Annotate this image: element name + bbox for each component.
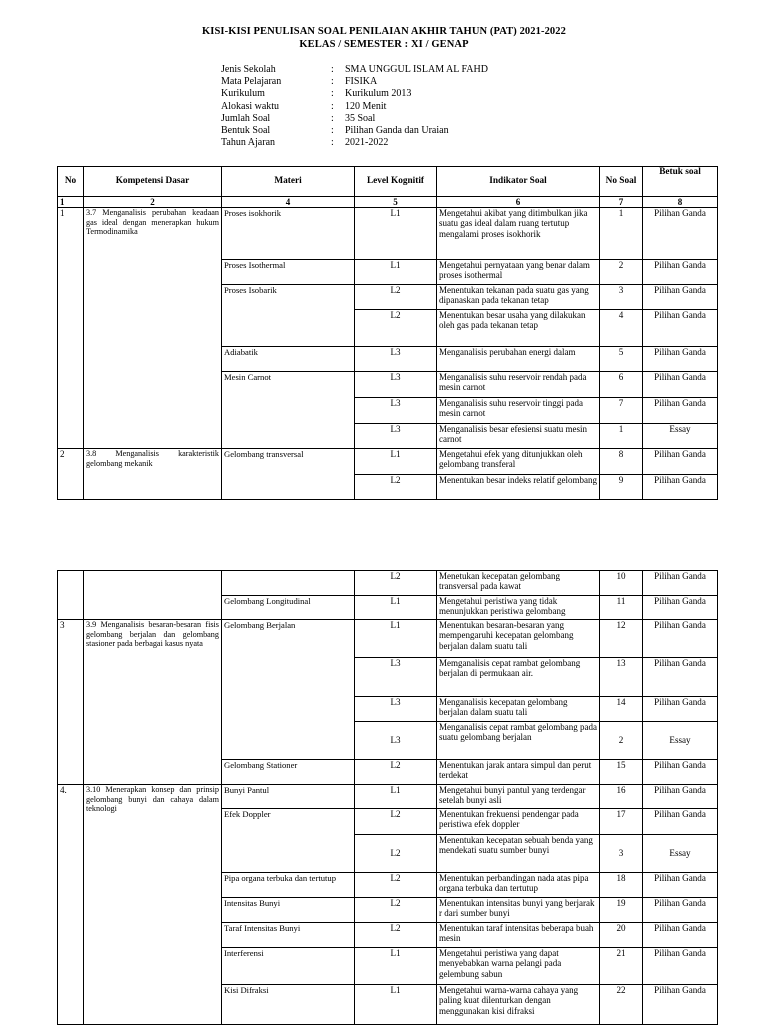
info-value: FISIKA: [345, 76, 378, 88]
no-soal-cell: 5: [600, 347, 643, 372]
level-cell: L2: [355, 310, 437, 347]
info-row: [221, 125, 488, 137]
materi-cell: Proses Isothermal: [222, 260, 355, 285]
no-soal-cell: 9: [600, 475, 643, 500]
level-cell: L2: [355, 475, 437, 500]
no-soal-cell: 15: [600, 760, 643, 785]
level-cell: L2: [355, 760, 437, 785]
indikator-cell: Menentukan perbandingan nada atas pipa organa terbuka dan tertutup: [437, 873, 600, 898]
no-soal-cell: 3: [600, 285, 643, 310]
info-label: Tahun Ajaran: [221, 137, 276, 149]
no-soal-cell: 13: [600, 658, 643, 697]
no-soal-cell: 22: [600, 985, 643, 1025]
indikator-cell: Mengetahui peristiwa yang dapat menyebabkan warna pelangi pada gelembung sabun: [437, 948, 600, 985]
info-label: Bentuk Soal: [221, 124, 271, 136]
materi-cell: Taraf Intensitas Bunyi: [222, 923, 355, 948]
info-value: 35 Soal: [345, 112, 376, 124]
materi-cell: Intensitas Bunyi: [222, 898, 355, 923]
bentuk-soal-cell: Pilihan Ganda: [643, 898, 718, 923]
no-soal-cell: 16: [600, 785, 643, 809]
level-cell: L2: [355, 898, 437, 923]
info-value: 2021-2022: [345, 137, 389, 149]
no-soal-cell: 4: [600, 310, 643, 347]
info-row: [221, 64, 488, 76]
level-cell: L3: [355, 398, 437, 424]
kd-text: [84, 571, 222, 620]
bentuk-soal-cell: Pilihan Ganda: [643, 208, 718, 260]
materi-cell: Pipa organa terbuka dan tertutup: [222, 873, 355, 898]
no-soal-cell: 2: [600, 722, 643, 760]
header-kompetensi-dasar: Kompetensi Dasar: [84, 167, 222, 197]
info-row: [221, 113, 488, 125]
kisi-kisi-table-page-2: [57, 570, 718, 1025]
indikator-cell: Menganalisis kecepatan gelombang berjalan dalam suatu tali: [437, 697, 600, 722]
bentuk-soal-cell: Pilihan Ganda: [643, 310, 718, 347]
bentuk-soal-cell: Pilihan Ganda: [643, 347, 718, 372]
kd-number: 3: [58, 620, 84, 785]
level-cell: L3: [355, 658, 437, 697]
table-row: [58, 208, 718, 260]
info-value: SMA UNGGUL ISLAM AL FAHD: [345, 64, 488, 75]
indikator-cell: Menentukan kecepatan sebuah benda yang mendekati suatu sumber bunyi: [437, 835, 600, 873]
kd-number: [58, 571, 84, 620]
info-value: 120 Menit: [345, 100, 387, 112]
info-value: Pilihan Ganda dan Uraian: [345, 124, 449, 136]
materi-cell: Proses isokhorik: [222, 208, 355, 260]
no-soal-cell: 1: [600, 424, 643, 449]
level-cell: L2: [355, 285, 437, 310]
no-soal-cell: 17: [600, 809, 643, 835]
no-soal-cell: 18: [600, 873, 643, 898]
info-label: Kurikulum: [221, 88, 265, 100]
column-number-row: [58, 197, 718, 208]
indikator-cell: Menetukan kecepatan gelombang transversal pada kawat: [437, 571, 600, 596]
bentuk-soal-cell: Pilihan Ganda: [643, 760, 718, 785]
no-soal-cell: 14: [600, 697, 643, 722]
info-sep: :: [331, 124, 334, 136]
level-cell: L2: [355, 835, 437, 873]
level-cell: L3: [355, 424, 437, 449]
indikator-cell: Mengetahui pernyataan yang benar dalam proses isothermal: [437, 260, 600, 285]
kd-text: 3.10 Menerapkan konsep dan prinsip gelombang bunyi dan cahaya dalam teknologi: [84, 785, 222, 1025]
header-bentuk-soal: Betuk soal: [643, 167, 718, 197]
indikator-cell: Menganalisis suhu reservoir rendah pada mesin carnot: [437, 372, 600, 398]
level-cell: L3: [355, 722, 437, 760]
indikator-cell: Menentukan tekanan pada suatu gas yang dipanaskan pada tekanan tetap: [437, 285, 600, 310]
indikator-cell: Menentukan besaran-besaran yang mempengaruhi kecepatan gelombang berjalan dalam suatu tali: [437, 620, 600, 658]
no-soal-cell: 2: [600, 260, 643, 285]
info-row: [221, 101, 488, 113]
indikator-cell: Menentukan jarak antara simpul dan perut terdekat: [437, 760, 600, 785]
info-sep: :: [331, 64, 334, 75]
info-row: [221, 137, 488, 149]
bentuk-soal-cell: Essay: [643, 722, 718, 760]
info-sep: :: [331, 100, 334, 112]
bentuk-soal-cell: Pilihan Ganda: [643, 785, 718, 809]
info-sep: :: [331, 137, 334, 149]
materi-cell: Interferensi: [222, 948, 355, 985]
kd-number: 1: [58, 208, 84, 449]
bentuk-soal-cell: Pilihan Ganda: [643, 475, 718, 500]
no-soal-cell: 1: [600, 208, 643, 260]
document-subtitle: KELAS / SEMESTER : XI / GENAP: [299, 39, 469, 50]
table-header-row: [58, 167, 718, 197]
level-cell: L1: [355, 985, 437, 1025]
indikator-cell: Menganalisis besar efesiensi suatu mesin carnot: [437, 424, 600, 449]
indikator-cell: Menentukan taraf intensitas beberapa buah mesin: [437, 923, 600, 948]
bentuk-soal-cell: Pilihan Ganda: [643, 596, 718, 620]
indikator-cell: Menentukan intensitas bunyi yang berjarak r dari sumber bunyi: [437, 898, 600, 923]
col-num: 7: [600, 197, 643, 208]
kd-text: 3.9 Menganalisis besaran-besaran fisis gelombang berjalan dan gelombang stasioner pada berbagai kasus nyata: [84, 620, 222, 785]
info-label: Jenis Sekolah: [221, 64, 276, 75]
bentuk-soal-cell: Pilihan Ganda: [643, 449, 718, 475]
table-row: [58, 620, 718, 658]
kd-text: 3.7 Menganalisis perubahan keadaan gas ideal dengan menerapkan hukum Termodinamika: [84, 208, 222, 449]
info-label: Jumlah Soal: [221, 112, 271, 124]
col-num: 6: [437, 197, 600, 208]
info-sep: :: [331, 112, 334, 124]
no-soal-cell: 11: [600, 596, 643, 620]
info-block: [221, 64, 488, 149]
bentuk-soal-cell: Pilihan Ganda: [643, 285, 718, 310]
materi-cell: Efek Doppler: [222, 809, 355, 873]
bentuk-soal-cell: Essay: [643, 424, 718, 449]
no-soal-cell: 19: [600, 898, 643, 923]
level-cell: L1: [355, 260, 437, 285]
info-row: [221, 76, 488, 88]
indikator-cell: Memganalisis cepat rambat gelombang berjalan di permukaan air.: [437, 658, 600, 697]
level-cell: L1: [355, 208, 437, 260]
no-soal-cell: 6: [600, 372, 643, 398]
indikator-cell: Menentukan besar usaha yang dilakukan oleh gas pada tekanan tetap: [437, 310, 600, 347]
materi-cell: Gelombang transversal: [222, 449, 355, 500]
level-cell: L1: [355, 785, 437, 809]
bentuk-soal-cell: Pilihan Ganda: [643, 372, 718, 398]
level-cell: L2: [355, 923, 437, 948]
kisi-kisi-table-page-1: [57, 166, 718, 500]
indikator-cell: Mengetahui bunyi pantul yang terdengar setelah bunyi asli: [437, 785, 600, 809]
no-soal-cell: 3: [600, 835, 643, 873]
no-soal-cell: 10: [600, 571, 643, 596]
kd-number: 4.: [58, 785, 84, 1025]
bentuk-soal-cell: Pilihan Ganda: [643, 809, 718, 835]
bentuk-soal-cell: Pilihan Ganda: [643, 873, 718, 898]
col-num: 8: [643, 197, 718, 208]
level-cell: L2: [355, 809, 437, 835]
indikator-cell: Mengetahui peristiwa yang tidak menunjukkan peristiwa gelombang: [437, 596, 600, 620]
indikator-cell: Menentukan besar indeks relatif gelombang: [437, 475, 600, 500]
materi-cell: Gelombang Longitudinal: [222, 596, 355, 620]
header-no-soal: No Soal: [600, 167, 643, 197]
no-soal-cell: 21: [600, 948, 643, 985]
materi-cell: Kisi Difraksi: [222, 985, 355, 1025]
bentuk-soal-cell: Pilihan Ganda: [643, 923, 718, 948]
info-value: Kurikulum 2013: [345, 88, 412, 100]
info-row: [221, 88, 488, 100]
col-num: 2: [84, 197, 222, 208]
header-level-kognitif: Level Kognitif: [355, 167, 437, 197]
materi-cell: Gelombang Berjalan: [222, 620, 355, 760]
indikator-cell: Mengetahui efek yang ditunjukkan oleh gelombang transferal: [437, 449, 600, 475]
no-soal-cell: 8: [600, 449, 643, 475]
bentuk-soal-cell: Pilihan Ganda: [643, 948, 718, 985]
materi-cell: Bunyi Pantul: [222, 785, 355, 809]
info-label: Mata Pelajaran: [221, 76, 282, 88]
no-soal-cell: 20: [600, 923, 643, 948]
level-cell: L3: [355, 372, 437, 398]
bentuk-soal-cell: Pilihan Ganda: [643, 697, 718, 722]
indikator-cell: Menentukan frekuensi pendengar pada peristiwa efek doppler: [437, 809, 600, 835]
materi-cell: Proses Isobarik: [222, 285, 355, 347]
header-materi: Materi: [222, 167, 355, 197]
materi-cell: [222, 571, 355, 596]
header-no: No: [58, 167, 84, 197]
bentuk-soal-cell: Pilihan Ganda: [643, 620, 718, 658]
kd-text: 3.8 Menganalisis karakteristik gelombang mekanik: [84, 449, 222, 500]
indikator-cell: Mengetahui akibat yang ditimbulkan jika suatu gas ideal dalam ruang tertutup mengalami proses isokhorik: [437, 208, 600, 260]
level-cell: L3: [355, 347, 437, 372]
indikator-cell: Menganalisis suhu reservoir tinggi pada mesin carnot: [437, 398, 600, 424]
level-cell: L3: [355, 697, 437, 722]
level-cell: L1: [355, 596, 437, 620]
indikator-cell: Menganalisis cepat rambat gelombang pada suatu gelombang berjalan: [437, 722, 600, 760]
level-cell: L2: [355, 873, 437, 898]
indikator-cell: Menganalisis perubahan energi dalam: [437, 347, 600, 372]
indikator-cell: Mengetahui warna-warna cahaya yang paling kuat dilenturkan dengan menggunakan kisi difraksi: [437, 985, 600, 1025]
col-num: 4: [222, 197, 355, 208]
level-cell: L1: [355, 449, 437, 475]
bentuk-soal-cell: Pilihan Ganda: [643, 658, 718, 697]
materi-cell: Gelombang Stationer: [222, 760, 355, 785]
col-num: 1: [58, 197, 84, 208]
table-row: [58, 785, 718, 809]
materi-cell: Adiabatik: [222, 347, 355, 372]
level-cell: L2: [355, 571, 437, 596]
kd-number: 2: [58, 449, 84, 500]
header-indikator-soal: Indikator Soal: [437, 167, 600, 197]
bentuk-soal-cell: Pilihan Ganda: [643, 571, 718, 596]
table-row: [58, 571, 718, 596]
bentuk-soal-cell: Pilihan Ganda: [643, 985, 718, 1025]
table-row: [58, 449, 718, 475]
bentuk-soal-cell: Pilihan Ganda: [643, 398, 718, 424]
level-cell: L1: [355, 948, 437, 985]
no-soal-cell: 12: [600, 620, 643, 658]
no-soal-cell: 7: [600, 398, 643, 424]
materi-cell: Mesin Carnot: [222, 372, 355, 449]
level-cell: L1: [355, 620, 437, 658]
info-label: Alokasi waktu: [221, 100, 280, 112]
info-sep: :: [331, 88, 334, 100]
col-num: 5: [355, 197, 437, 208]
document-title: KISI-KISI PENULISAN SOAL PENILAIAN AKHIR TAHUN (PAT) 2021-2022: [202, 26, 566, 37]
bentuk-soal-cell: Pilihan Ganda: [643, 260, 718, 285]
bentuk-soal-cell: Essay: [643, 835, 718, 873]
info-sep: :: [331, 76, 334, 88]
